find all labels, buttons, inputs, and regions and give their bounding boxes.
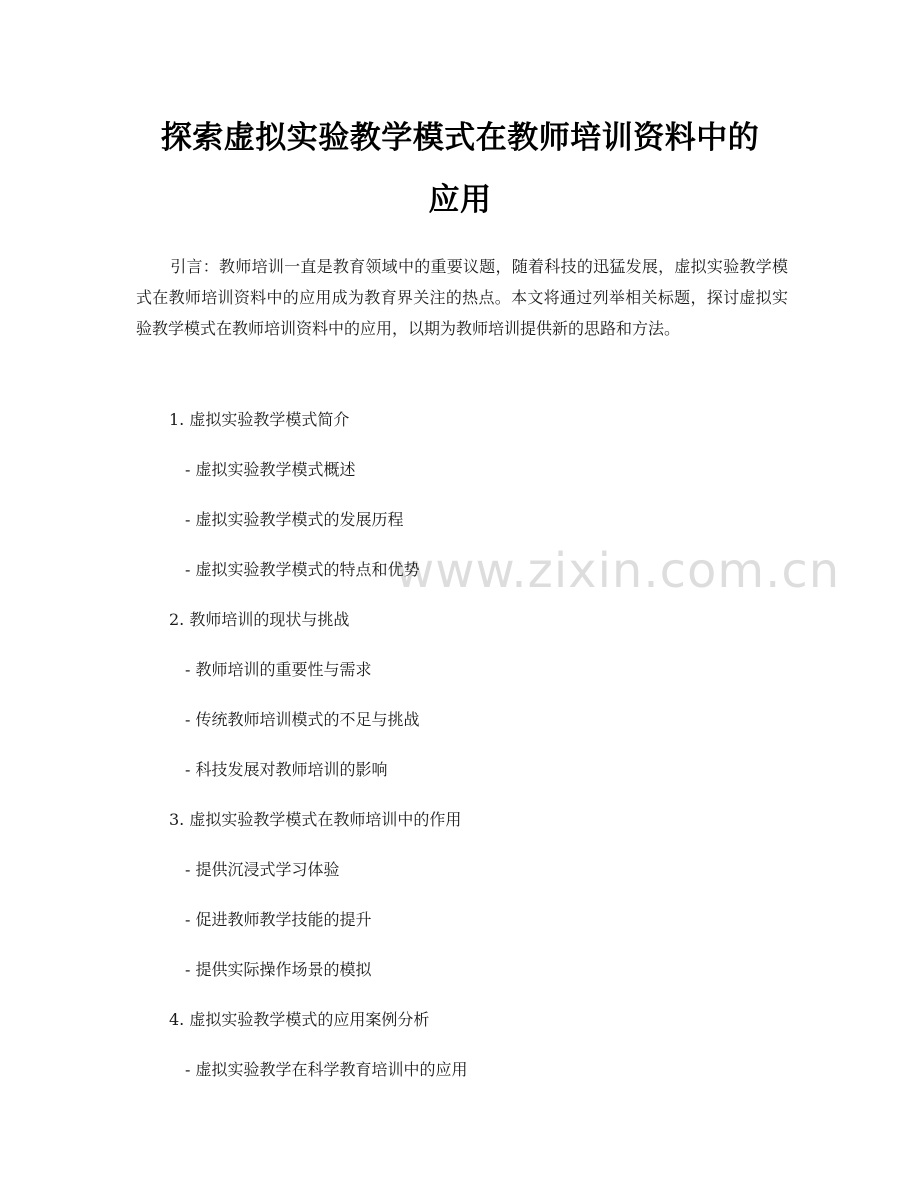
page-title: 探索虚拟实验教学模式在教师培训资料中的 [160,120,760,156]
intro-paragraph [136,251,788,344]
list-item: - 提供实际操作场景的模拟 [185,960,372,979]
list-item: - 促进教师教学技能的提升 [185,910,372,929]
section-heading: 2. 教师培训的现状与挑战 [169,610,350,629]
section-heading: 4. 虚拟实验教学模式的应用案例分析 [169,1010,430,1029]
watermark: www.zixin.com.cn [395,543,841,599]
page-title-continued: 应用 [428,182,492,218]
list-item: - 提供沉浸式学习体验 [185,860,340,879]
list-item: - 教师培训的重要性与需求 [185,660,372,679]
list-item: - 虚拟实验教学模式的特点和优势 [185,560,420,579]
list-item: - 虚拟实验教学在科学教育培训中的应用 [185,1060,468,1079]
list-item: - 传统教师培训模式的不足与挑战 [185,710,420,729]
intro-text: 引言：教师培训一直是教育领域中的重要议题，随着科技的迅猛发展，虚拟实验教学模式在教师培训资料中的应用成为教育界关注的热点。本文将通过列举相关标题，探讨虚拟实验教学模式在教师培训资料中的应用，以期为教师培训提供新的思路和方法。 [136,257,788,338]
list-item: - 虚拟实验教学模式的发展历程 [185,510,404,529]
section-heading: 3. 虚拟实验教学模式在教师培训中的作用 [169,810,462,829]
list-item: - 虚拟实验教学模式概述 [185,460,356,479]
list-item: - 科技发展对教师培训的影响 [185,760,388,779]
section-heading: 1. 虚拟实验教学模式简介 [169,410,350,429]
